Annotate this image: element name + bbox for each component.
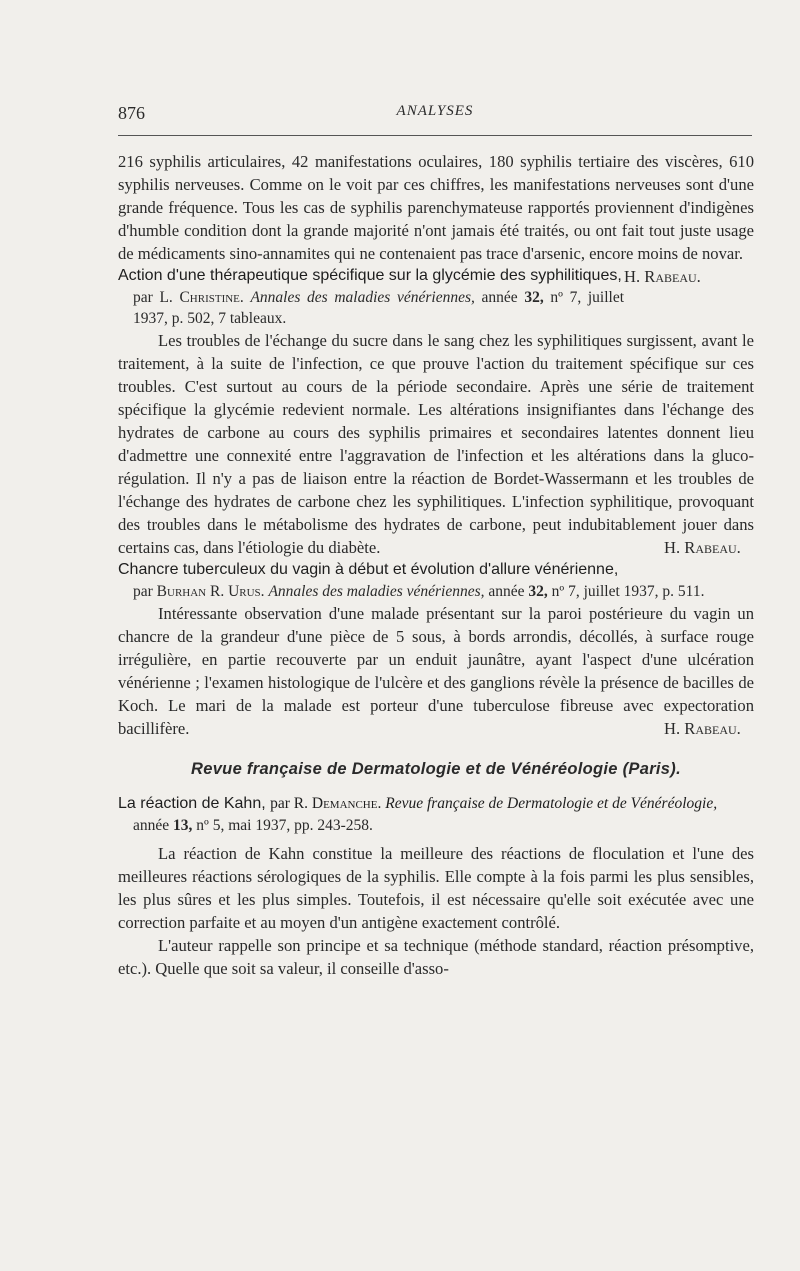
article-body: Intéressante observation d'une malade présentant sur la paroi postérieure du vagin un chancre de la grandeur d'une pièce de 5 sous, à bords arrondis, décollés, à surface rouge irrégulière, en partie recouverte par un enduit jaunâtre, ayant l'aspect d'une ulcération vénérienne ; l'examen histologique de l'ulcère et des ganglions révèle la présence de bacilles de Koch. Le mari de la malade est porteur d'une tuberculose fibreuse avec expectoration bacillifère. H. Rabeau. — [118, 604, 754, 738]
volume-number: 13, — [173, 817, 193, 834]
article-body: La réaction de Kahn constitue la meilleure des réactions de floculation et l'une des meilleures réactions sérologiques de la syphilis. Elle compte à la fois parmi les plus sensibles, les plus sûres et les plus simples. Toutefois, il est nécessaire qu'elle soit exécutée avec une correction parfaite et au moyen d'un antigène exactement contrôlé. — [118, 844, 754, 932]
header-rule — [118, 135, 752, 136]
running-title: ANALYSES — [396, 103, 474, 119]
signature: H. Rabeau. — [624, 267, 701, 286]
article-reference: par Burhan R. Urus. Annales des maladies vénériennes, année 32, nº 7, juillet 1937, p. 511. — [133, 583, 705, 600]
author-name: Demanche. — [311, 795, 382, 812]
article-body: Les troubles de l'échange du sucre dans le sang chez les syphilitiques surgissent, avant le traitement, à la suite de l'infection, ce que prouve l'action du traitement spécifique sur ces troubles. C'est surtout au cours de la période secondaire. Après une série de traitement spécifique la glycémie redevient normale. Les altérations insignifiantes dans l'échange des hydrates de carbone au cours des syphilis primaires et secondaires latentes donnent lieu d'admettre une connexité entre l'aggravation de l'infection et les altérations dans la gluco-régulation. Il n'y a pas de liaison entre la réaction de Bordet-Wassermann et les troubles de l'échange des hydrates de carbone chez les syphilitiques. L'infection syphilitique, provoquant des troubles dans le métabolisme des hydrates de carbone, peut indubitablement jouer dans certains cas, dans l'étiologie du diabète. H. Rabeau. — [118, 331, 754, 557]
article-title: Chancre tuberculeux du vagin à début et évolution d'allure vénérienne, — [118, 561, 619, 578]
author-name: Burhan R. Urus. — [156, 583, 265, 600]
continuation-text: 216 syphilis articulaires, 42 manifestations oculaires, 180 syphilis tertiaire des viscères, 610 syphilis nerveuses. Comme on le voit par ces chiffres, les manifestations nerveuses sont d'une grande fréquence. Tous les cas de syphilis parenchymateuse rapportés proviennent d'indigènes d'humble condition dont la grande majorité n'ont jamais été traités, ou ont fait tout juste usage de médicaments sino-annamites qui ne contenaient pas trace d'arsenic, encore moins de novar. — [118, 152, 754, 263]
signature: H. Rabeau. — [664, 538, 741, 557]
article-title: Action d'une thérapeutique spécifique sur la glycémie des syphilitiques, — [118, 267, 622, 284]
volume-number: 32, — [524, 289, 544, 306]
journal-name: Annales des maladies vénériennes, — [250, 289, 475, 306]
page-number: 876 — [118, 103, 145, 123]
author-name: Christine. — [179, 289, 244, 306]
page-content — [118, 150, 754, 980]
article-body: L'auteur rappelle son principe et sa technique (méthode standard, réaction présomptive, etc.). Quelle que soit sa valeur, il conseille d'asso- — [118, 936, 754, 978]
article-reference: par L. Christine. Annales des maladies vénériennes, année 32, nº 7, juillet 1937, p. 502, 7 tableaux. — [133, 289, 625, 327]
page-header — [118, 103, 752, 129]
signature: H. Rabeau. — [664, 719, 741, 738]
journal-name: Annales des maladies vénériennes, — [268, 583, 485, 600]
article-reference: année 13, nº 5, mai 1937, pp. 243-258. — [133, 817, 373, 834]
article-title: La réaction de Kahn, par R. Demanche. Revue française de Dermatologie et de Vénéréologie, — [118, 795, 718, 812]
journal-name: Revue française de Dermatologie et de Vénéréologie, — [385, 795, 718, 812]
volume-number: 32, — [528, 583, 548, 600]
journal-section-heading: Revue française de Dermatologie et de Vénéréologie (Paris). — [191, 760, 681, 778]
